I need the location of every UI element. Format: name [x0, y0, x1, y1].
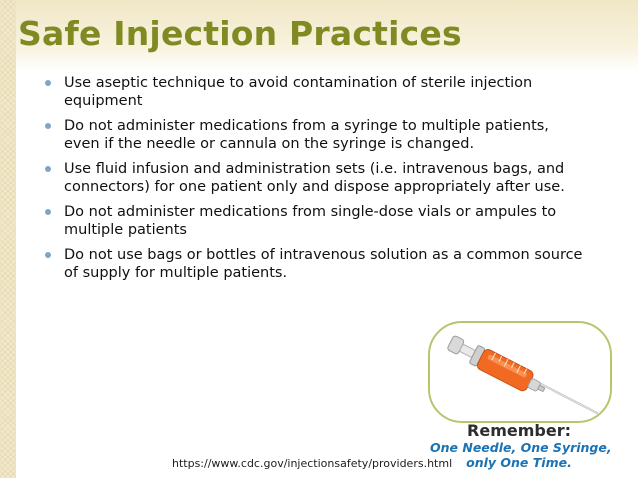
- bullet-item: [42, 246, 586, 282]
- left-pattern-band: [0, 0, 16, 478]
- bullet-list: [42, 74, 586, 289]
- bullet-item: [42, 74, 586, 110]
- bullet-text: Do not administer medications from a syringe to multiple patients, even if the needle or cannula on the syringe is changed.: [64, 118, 549, 152]
- bullet-dot-icon: [45, 252, 51, 258]
- bullet-dot-icon: [45, 80, 51, 86]
- reminder-line-1: One Needle, One Syringe,: [430, 440, 612, 455]
- source-url: https://www.cdc.gov/injectionsafety/providers.html: [172, 457, 453, 470]
- reminder-heading: Remember:: [467, 421, 571, 440]
- reminder-line-2: only One Time.: [466, 455, 572, 470]
- slide-title: Safe Injection Practices: [18, 14, 462, 53]
- bullet-item: [42, 160, 586, 196]
- bullet-dot-icon: [45, 209, 51, 215]
- bullet-dot-icon: [45, 166, 51, 172]
- bullet-item: [42, 117, 586, 153]
- bullet-dot-icon: [45, 123, 51, 129]
- bullet-text: Use aseptic technique to avoid contamination of sterile injection equipment: [64, 75, 533, 109]
- syringe-icon: [431, 325, 609, 415]
- bullet-text: Use fluid infusion and administration sets (i.e. intravenous bags, and connectors) for one patient only and dispose appropriately after use.: [64, 161, 565, 195]
- bullet-text: Do not administer medications from single-dose vials or ampules to multiple patients: [64, 204, 557, 238]
- bullet-text: Do not use bags or bottles of intravenous solution as a common source of supply for multiple patients.: [64, 247, 583, 281]
- bullet-item: [42, 203, 586, 239]
- reminder-box: [430, 421, 612, 470]
